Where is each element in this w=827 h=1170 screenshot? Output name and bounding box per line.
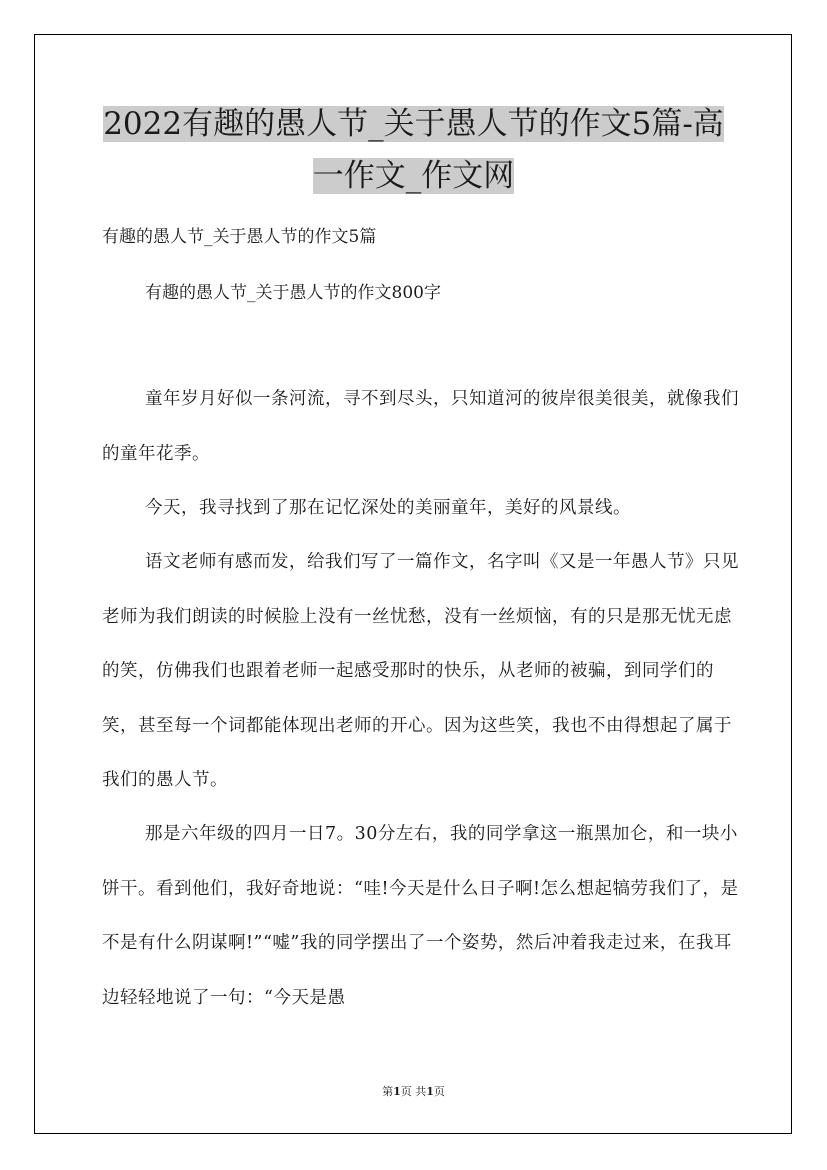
document-title — [60, 98, 767, 202]
title-line-2: 一作文_作文网 — [312, 158, 515, 194]
page-suffix: 页 — [433, 1085, 445, 1098]
paragraph-1: 童年岁月好似一条河流，寻不到尽头，只知道河的彼岸很美很美，就像我们的童年花季。 — [102, 389, 739, 464]
title-line-1: 2022有趣的愚人节_关于愚人节的作文5篇-高 — [103, 106, 724, 142]
page-mid: 页 共 — [400, 1085, 427, 1098]
paragraph-4: 那是六年级的四月一日7。30分左右，我的同学拿这一瓶黑加仑，和一块小饼干。看到他们，我好奇地说：“哇!今天是什么日子啊!怎么想起犒劳我们了，是不是有什么阴谋啊!”“嘘”我的同学摆出了一个姿势，然后冲着我走过来，在我耳边轻轻地说了一句：“今天是愚 — [102, 824, 739, 1008]
page-total: 1 — [426, 1085, 434, 1098]
document-subtitle: 有趣的愚人节_关于愚人节的作文5篇 — [102, 227, 377, 247]
page-footer — [0, 1084, 827, 1100]
paragraph-3: 语文老师有感而发，给我们写了一篇作文，名字叫《又是一年愚人节》只见老师为我们朗读的时候脸上没有一丝忧愁，没有一丝烦恼，有的只是那无忧无虑的笑，仿佛我们也跟着老师一起感受那时的快乐，从老师的被骗，到同学们的笑，甚至每一个词都能体现出老师的开心。因为这些笑，我也不由得想起了属于我们的愚人节。 — [102, 552, 739, 790]
essay-heading: 有趣的愚人节_关于愚人节的作文800字 — [145, 283, 441, 303]
paragraph-2: 今天，我寻找到了那在记忆深处的美丽童年，美好的风景线。 — [145, 498, 631, 518]
page-prefix: 第 — [382, 1085, 394, 1098]
page-number: 1 — [393, 1085, 401, 1098]
